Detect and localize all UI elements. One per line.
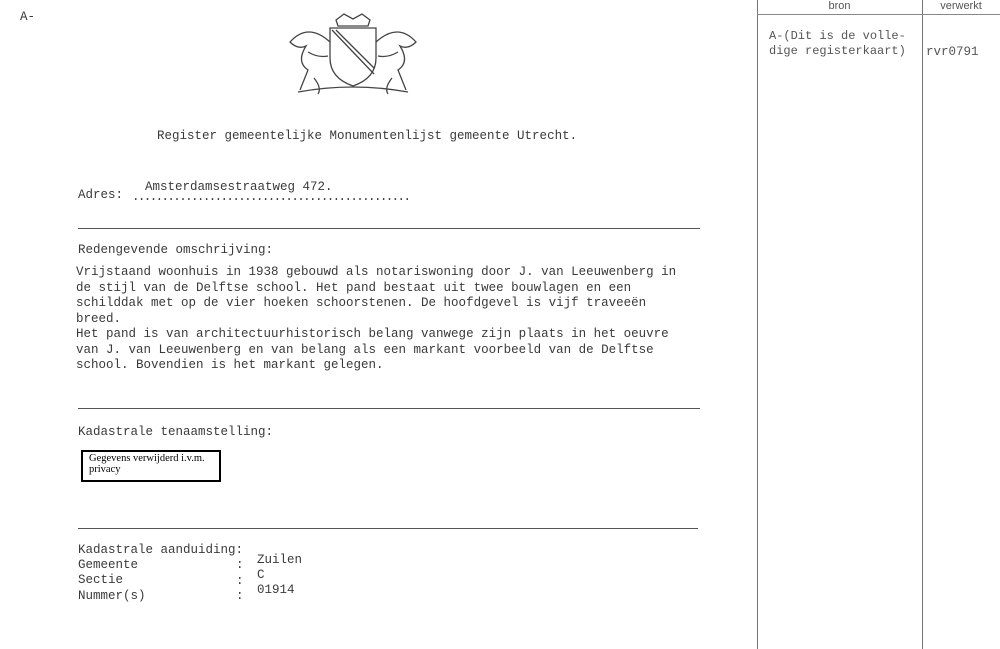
document-title: Register gemeentelijke Monumentenlijst gemeente Utrecht. [157,129,578,143]
bron-line: dige registerkaart) [769,44,906,58]
text-line: van J. van Leeuwenberg en van belang als een markant voorbeeld van de Delftse [76,342,654,357]
aanduiding-value-nummers: 01914 [257,583,295,597]
tenaamstelling-heading: Kadastrale tenaamstelling: [78,425,274,439]
adres-dots: ............................................... [132,190,410,204]
text-line: school. Bovendien is het markant gelegen. [76,358,384,372]
header-divider [757,14,1000,15]
text-line: Het pand is van architectuurhistorisch belang vanwege zijn plaats in het oeuvre [76,327,669,341]
column-header-verwerkt: verwerkt [940,0,982,12]
column-header-bron: bron [828,0,851,12]
adres-value: Amsterdamsestraatweg 472. [145,180,333,194]
corner-mark: A- [20,10,36,24]
aanduiding-label-nummers: Nummer(s) [78,589,146,603]
text-line: de stijl van de Delftse school. Het pand bestaat uit twee bouwlagen en een [76,280,632,295]
aanduiding-value-gemeente: Zuilen [257,553,303,567]
aanduiding-value-sectie: C [257,568,265,582]
redacted-box: Gegevens verwijderd i.v.m. privacy [81,450,221,482]
adres-label: Adres: [78,188,124,202]
omschrijving-heading: Redengevende omschrijving: [78,243,274,257]
bron-line: A-(Dit is de volle- [769,29,906,43]
verwerkt-entry: rvr0791 [926,45,979,59]
bron-entry [769,29,906,59]
aanduiding-label-sectie: Sectie [78,573,124,587]
section-divider [78,528,698,529]
section-divider [78,228,700,229]
omschrijving-text [76,265,716,374]
coat-of-arms-icon [278,12,428,98]
column-divider [922,0,923,649]
text-line: Vrijstaand woonhuis in 1938 gebouwd als notariswoning door J. van Leeuwenberg in [76,265,677,279]
column-divider [757,0,758,649]
aanduiding-heading: Kadastrale aanduiding: [78,543,244,557]
colons: : : : [236,558,244,603]
section-divider [78,408,700,409]
aanduiding-label-gemeente: Gemeente [78,558,139,572]
text-line: schilddak met op de vier hoeken schoorstenen. De hoofdgevel is vijf traveeën [76,296,647,310]
text-line: breed. [76,311,122,326]
